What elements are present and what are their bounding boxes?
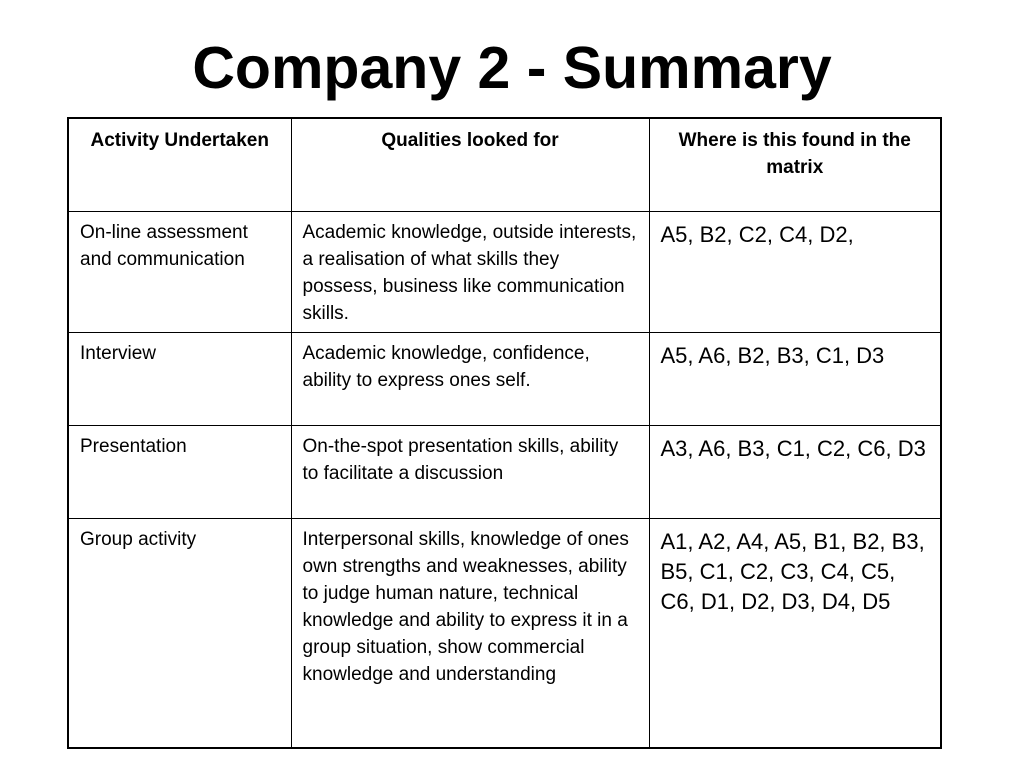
table-row <box>68 212 941 333</box>
activity-cell: Presentation <box>68 426 291 519</box>
table-row <box>68 519 941 749</box>
matrix-cell: A5, B2, C2, C4, D2, <box>649 212 941 333</box>
activity-cell: Interview <box>68 333 291 426</box>
summary-table <box>67 117 942 749</box>
matrix-cell: A3, A6, B3, C1, C2, C6, D3 <box>649 426 941 519</box>
table-row <box>68 333 941 426</box>
header-activity: Activity Undertaken <box>68 118 291 212</box>
qualities-cell: Interpersonal skills, knowledge of ones own strengths and weaknesses, ability to judge human nature, technical knowledge and ability to express it in a group situation, show commercial knowledge and understanding <box>291 519 649 749</box>
matrix-cell: A1, A2, A4, A5, B1, B2, B3, B5, C1, C2, C3, C4, C5, C6, D1, D2, D3, D4, D5 <box>649 519 941 749</box>
qualities-cell: Academic knowledge, outside interests, a realisation of what skills they possess, business like communication skills. <box>291 212 649 333</box>
header-matrix: Where is this found in the matrix <box>649 118 941 212</box>
table-header-row <box>68 118 941 212</box>
header-qualities: Qualities looked for <box>291 118 649 212</box>
matrix-cell: A5, A6, B2, B3, C1, D3 <box>649 333 941 426</box>
table-row <box>68 426 941 519</box>
activity-cell: On-line assessment and communication <box>68 212 291 333</box>
slide-title: Company 2 - Summary <box>192 35 832 101</box>
activity-cell: Group activity <box>68 519 291 749</box>
qualities-cell: On-the-spot presentation skills, ability to facilitate a discussion <box>291 426 649 519</box>
qualities-cell: Academic knowledge, confidence, ability to express ones self. <box>291 333 649 426</box>
